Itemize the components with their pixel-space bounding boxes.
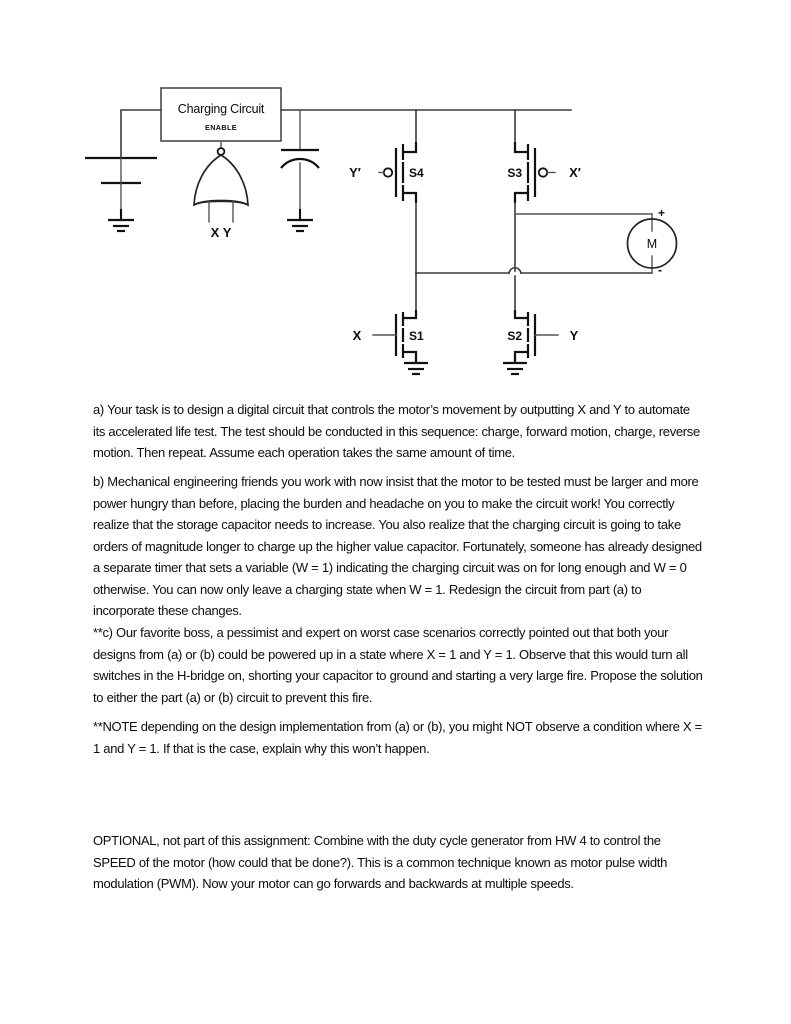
paragraph-c: **c) Our favorite boss, a pessimist and expert on worst case scenarios correctly pointed out that both your designs from (a) or (b) could be powered up in a state where X = 1 and Y = 1. Observe that this would turn all switches in the H-bridge on, shorting your capacitor to ground and starting a very large fire. Propose the solution to either the part (a) or (b) circuit to prevent this fire. xyxy=(93,625,703,705)
transistor-s4-label: S4 xyxy=(409,166,424,180)
paragraph-b: b) Mechanical engineering friends you work with now insist that the motor to be tested must be larger and more power hungry than before, placing the burden and headache on you to make the circuit work! You correctly realize that the storage capacitor needs to increase. You also realize that the charging circuit is going to take orders of magnitude longer to charge up the higher value capacitor. Fortunately, someone has already designed a separate timer that sets a variable (W = 1) indicating the charging circuit was on for long enough and W = 0 otherwise. You can now only leave a charging state when W = 1. Redesign the circuit from part (a) to incorporate these changes. xyxy=(93,474,702,618)
ground-symbol-capacitor xyxy=(287,210,313,231)
battery-symbol xyxy=(85,158,157,217)
charging-circuit-enable-label: ENABLE xyxy=(205,123,237,132)
transistor-s1-label: S1 xyxy=(409,329,424,343)
transistor-s4[interactable] xyxy=(379,142,424,203)
paragraph-optional: OPTIONAL, not part of this assignment: Combine with the duty cycle generator from HW 4 to control the SPEED of the motor (how could that be done?). This is a common technique known as motor pulse width modulation (PWM). Now your motor can go forwards and backwards at multiple speeds. xyxy=(93,833,667,891)
ground-symbol-s2 xyxy=(503,355,527,374)
nor-gate-inversion-bubble xyxy=(218,148,225,155)
polarized-capacitor-symbol xyxy=(281,110,319,217)
nor-gate-inputs-label: X Y xyxy=(210,225,232,240)
motor-plus-terminal: + xyxy=(658,206,666,220)
s4-gate-bubble xyxy=(384,168,392,176)
motor-minus-terminal: - xyxy=(658,263,662,277)
motor-label: M xyxy=(646,237,658,251)
charging-circuit-block[interactable] xyxy=(161,88,281,141)
transistor-s3[interactable] xyxy=(507,142,555,203)
ground-symbol-s1 xyxy=(404,355,428,374)
nor-gate xyxy=(194,141,248,222)
s3-gate-signal-label: X′ xyxy=(569,165,581,180)
s3-gate-bubble xyxy=(539,168,547,176)
charging-circuit-title: Charging Circuit xyxy=(177,102,265,116)
ground-symbol-battery xyxy=(108,210,134,231)
s2-gate-signal-label: Y xyxy=(569,328,579,343)
transistor-s2-label: S2 xyxy=(507,329,522,343)
paragraph-note: **NOTE depending on the design implementation from (a) or (b), you might NOT observe a condition where X = 1 and Y = 1. If that is the case, explain why this won’t happen. xyxy=(93,719,702,756)
circuit-diagram-figure xyxy=(85,80,710,380)
s4-gate-signal-label: Y′ xyxy=(349,165,361,180)
s1-gate-signal-label: X xyxy=(352,328,362,343)
transistor-s3-label: S3 xyxy=(507,166,522,180)
paragraph-a: a) Your task is to design a digital circuit that controls the motor’s movement by outputting X and Y to automate its accelerated life test. The test should be conducted in this sequence: charge, forward motion, charge, reverse motion. Then repeat. Assume each operation takes the same amount of time. xyxy=(93,402,700,460)
wire-battery-to-charging-circuit xyxy=(121,110,162,158)
